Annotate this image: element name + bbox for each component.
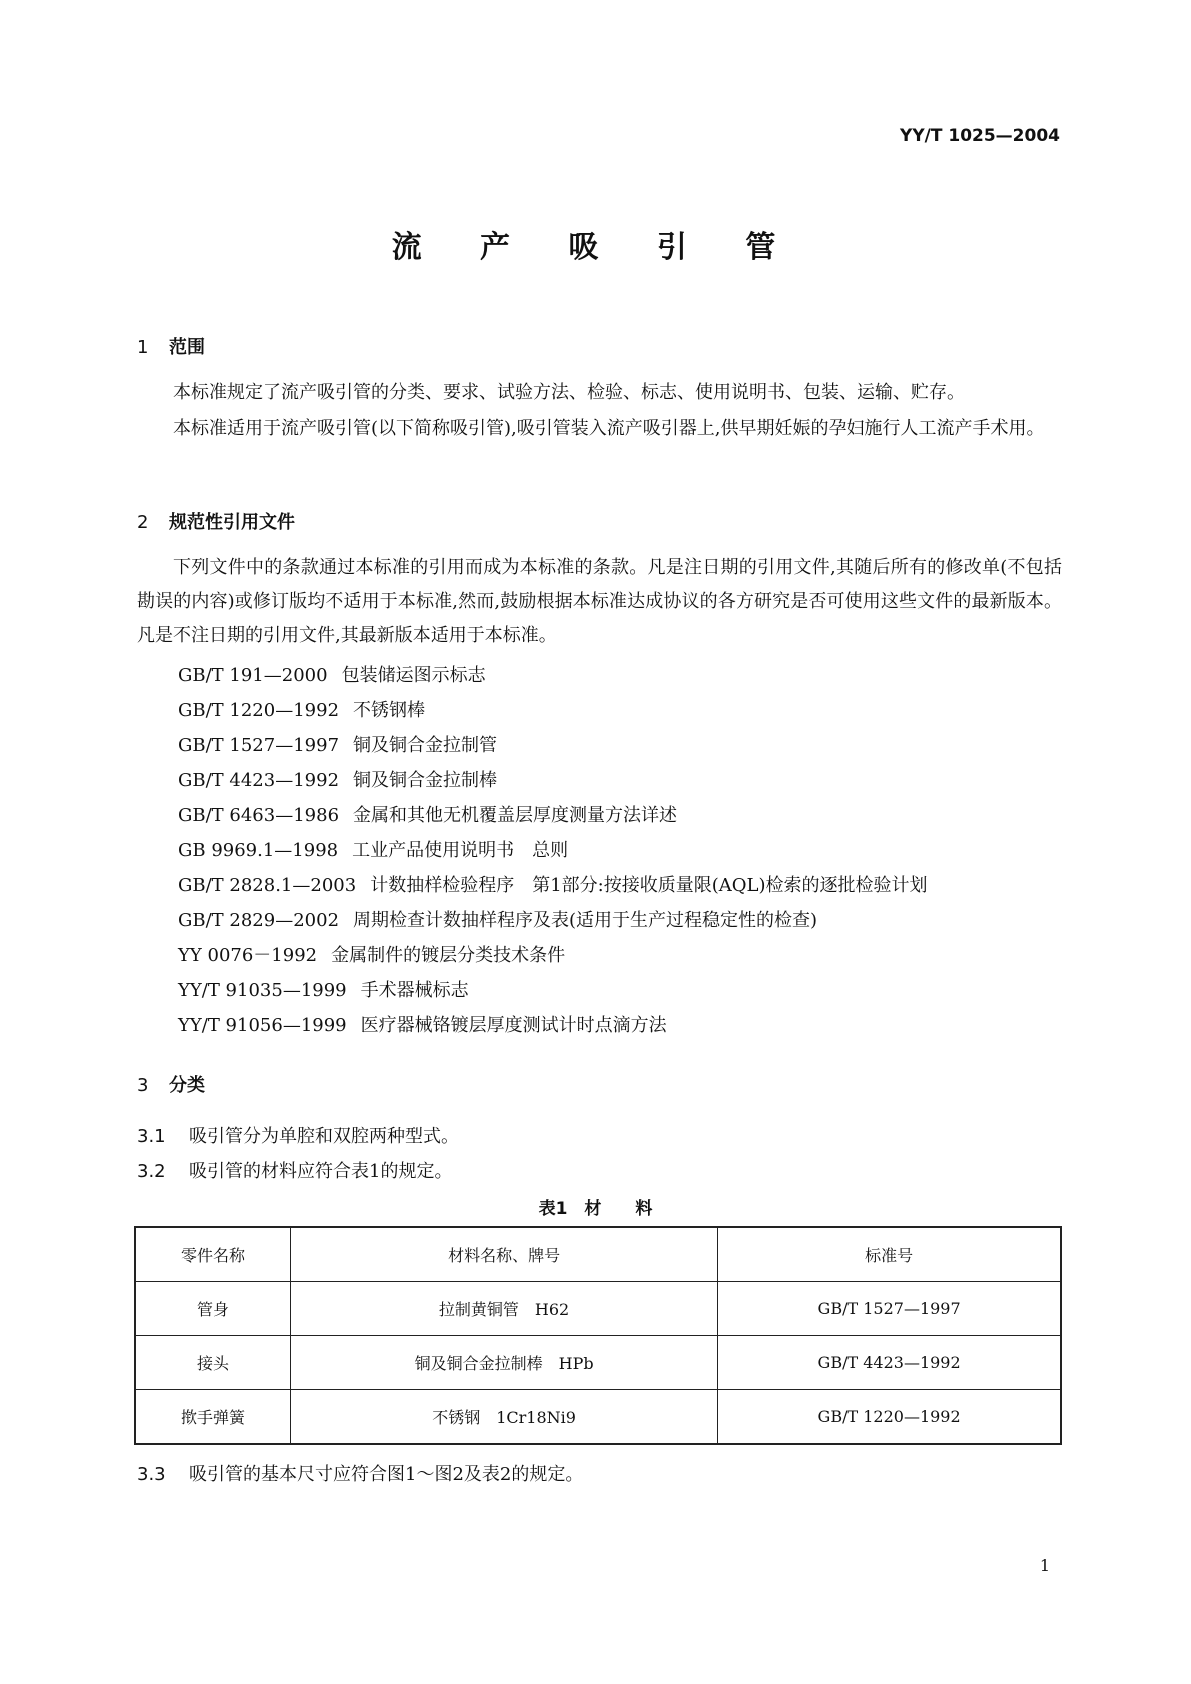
table-row xyxy=(135,1336,1061,1390)
reference-code: YY/T 91035—1999 xyxy=(178,980,347,1001)
reference-item xyxy=(178,976,469,1002)
section-3-number: 3 xyxy=(137,1075,149,1096)
reference-code: GB/T 1220—1992 xyxy=(178,700,340,721)
reference-item xyxy=(178,731,497,757)
reference-title: 手术器械标志 xyxy=(360,980,469,1001)
reference-title: 不锈钢棒 xyxy=(353,700,426,721)
table-cell: 铜及铜合金拉制棒 HPb xyxy=(291,1336,718,1390)
clause-3-3 xyxy=(137,1460,583,1486)
section-1-number: 1 xyxy=(137,337,149,358)
reference-title: 金属和其他无机覆盖层厚度测量方法详述 xyxy=(353,805,678,826)
reference-item xyxy=(178,871,927,897)
clause-number: 3.2 xyxy=(137,1161,166,1182)
clause-number: 3.3 xyxy=(137,1464,166,1485)
section-3-title: 分类 xyxy=(169,1075,205,1096)
reference-code: YY 0076－1992 xyxy=(178,945,318,966)
reference-title: 医疗器械铬镀层厚度测试计时点滴方法 xyxy=(360,1015,667,1036)
section-1-title: 范围 xyxy=(169,337,205,358)
table-cell: 不锈钢 1Cr18Ni9 xyxy=(291,1390,718,1445)
reference-title: 包装储运图示标志 xyxy=(341,665,486,686)
reference-item xyxy=(178,801,677,827)
table-cell: 接头 xyxy=(135,1336,291,1390)
section-2-number: 2 xyxy=(137,512,149,533)
reference-item xyxy=(178,941,565,967)
table-row xyxy=(135,1282,1061,1336)
materials-table xyxy=(134,1226,1062,1445)
section-2-heading xyxy=(137,508,295,534)
reference-code: GB/T 4423—1992 xyxy=(178,770,340,791)
section-1-heading xyxy=(137,333,205,359)
section-2-intro: 下列文件中的条款通过本标准的引用而成为本标准的条款。凡是注日期的引用文件,其随后所有的修改单(不包括勘误的内容)或修订版均不适用于本标准,然而,鼓励根据本标准达成协议的各方研究是否可使用这些文件的最新版本。凡是不注日期的引用文件,其最新版本适用于本标准。 xyxy=(137,557,1062,646)
clause-text: 吸引管分为单腔和双腔两种型式。 xyxy=(189,1126,459,1147)
table-cell: GB/T 1527—1997 xyxy=(718,1282,1061,1336)
section-1-paragraph-2: 本标准适用于流产吸引管(以下简称吸引管),吸引管装入流产吸引器上,供早期妊娠的孕妇施行人工流产手术用。 xyxy=(173,418,1045,439)
reference-code: GB/T 2828.1—2003 xyxy=(178,875,357,896)
table-cell: 揿手弹簧 xyxy=(135,1390,291,1445)
table-cell: 拉制黄铜管 H62 xyxy=(291,1282,718,1336)
table-cell: GB/T 4423—1992 xyxy=(718,1336,1061,1390)
table-header-cell: 零件名称 xyxy=(135,1227,291,1282)
page-number: 1 xyxy=(1039,1556,1050,1575)
table-title: 表1 材 料 xyxy=(538,1199,653,1219)
reference-item xyxy=(178,661,486,687)
reference-code: GB/T 191—2000 xyxy=(178,665,328,686)
section-3-heading xyxy=(137,1071,205,1097)
reference-code: GB/T 1527—1997 xyxy=(178,735,340,756)
table-header-row xyxy=(135,1227,1061,1282)
reference-item xyxy=(178,696,425,722)
table-header-cell: 标准号 xyxy=(718,1227,1061,1282)
reference-code: GB/T 2829—2002 xyxy=(178,910,340,931)
standard-code: YY/T 1025—2004 xyxy=(900,126,1060,146)
reference-item xyxy=(178,906,817,932)
section-2-title: 规范性引用文件 xyxy=(169,512,295,533)
clause-3-1 xyxy=(137,1122,459,1148)
reference-title: 工业产品使用说明书 总则 xyxy=(352,840,569,861)
table-row xyxy=(135,1390,1061,1445)
table-header-cell: 材料名称、牌号 xyxy=(291,1227,718,1282)
clause-3-2 xyxy=(137,1157,452,1183)
reference-title: 铜及铜合金拉制管 xyxy=(353,735,498,756)
clause-text: 吸引管的材料应符合表1的规定。 xyxy=(189,1161,453,1182)
reference-title: 铜及铜合金拉制棒 xyxy=(353,770,498,791)
reference-code: YY/T 91056—1999 xyxy=(178,1015,347,1036)
clause-number: 3.1 xyxy=(137,1126,166,1147)
section-1-paragraph-1: 本标准规定了流产吸引管的分类、要求、试验方法、检验、标志、使用说明书、包装、运输、贮存。 xyxy=(173,382,965,403)
clause-text: 吸引管的基本尺寸应符合图1～图2及表2的规定。 xyxy=(189,1464,584,1485)
document-title: 流 产 吸 引 管 xyxy=(391,230,800,265)
reference-title: 金属制件的镀层分类技术条件 xyxy=(331,945,566,966)
table-cell: GB/T 1220—1992 xyxy=(718,1390,1061,1445)
table-cell: 管身 xyxy=(135,1282,291,1336)
reference-code: GB 9969.1—1998 xyxy=(178,840,339,861)
reference-code: GB/T 6463—1986 xyxy=(178,805,340,826)
reference-item xyxy=(178,836,568,862)
reference-item xyxy=(178,1011,667,1037)
reference-item xyxy=(178,766,497,792)
reference-title: 周期检查计数抽样程序及表(适用于生产过程稳定性的检查) xyxy=(353,910,818,931)
reference-title: 计数抽样检验程序 第1部分:按接收质量限(AQL)检索的逐批检验计划 xyxy=(370,875,928,896)
